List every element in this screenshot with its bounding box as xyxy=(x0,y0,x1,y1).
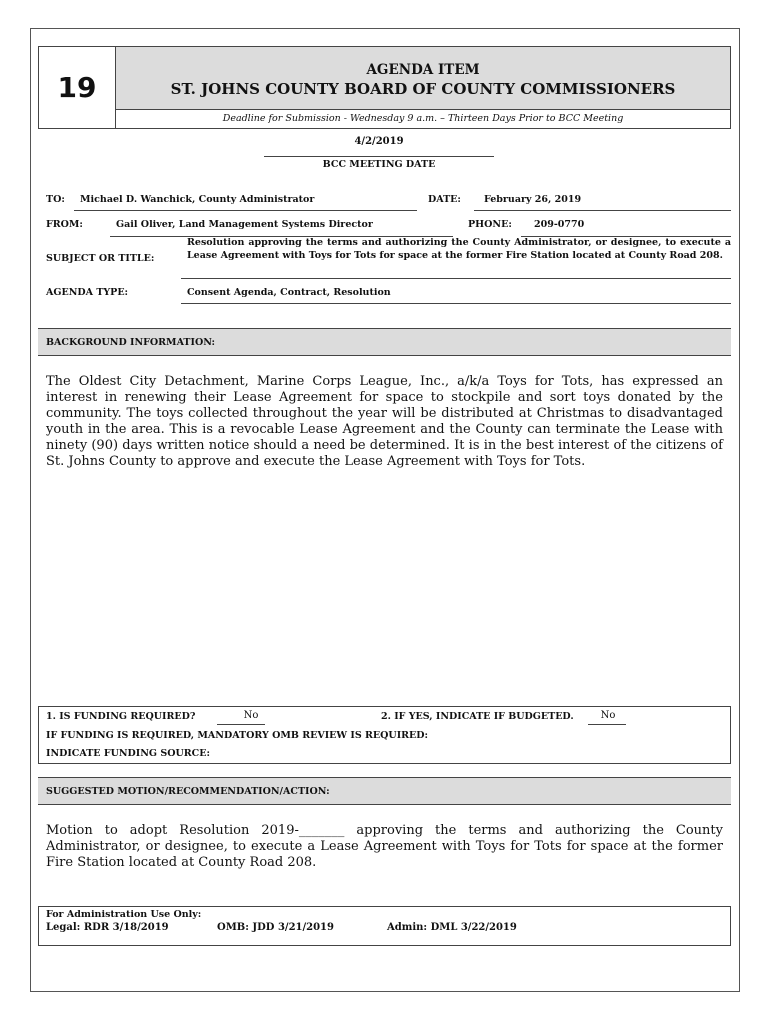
subject-rule xyxy=(181,278,731,279)
background-heading: BACKGROUND INFORMATION: xyxy=(38,328,731,356)
to-value: Michael D. Wanchick, County Administrator xyxy=(80,194,315,205)
subject-label: SUBJECT OR TITLE: xyxy=(46,253,155,264)
motion-text: Motion to adopt Resolution 2019-_______ approving the terms and authorizing the County Administrator, or designee, to execute a Lease Agreement with Toys for Tots for space at the former Fire Station located at County Road 208. xyxy=(46,823,723,870)
background-text: The Oldest City Detachment, Marine Corps League, Inc., a/k/a Toys for Tots, has expressed an interest in renewing their Lease Agreement for space to stockpile and sort toys donated by the community. The toys collected throughout the year will be distributed at Christmas to disadvantaged youth in the area. This is a revocable Lease Agreement and the County can terminate the Lease with ninety (90) days written notice should a need be determined. It is in the best interest of the citizens of St. Johns County to approve and execute the Lease Agreement with Toys for Tots. xyxy=(46,374,723,469)
agenda-type-rule xyxy=(181,303,731,304)
to-rule xyxy=(74,210,417,211)
subject-value: Resolution approving the terms and authorizing the County Administrator, or designee, to execute a Lease Agreement with Toys for Tots for space at the former Fire Station located at County Road 208. xyxy=(187,237,731,261)
deadline-note: Deadline for Submission - Wednesday 9 a.m. – Thirteen Days Prior to BCC Meeting xyxy=(222,113,624,124)
funding-q1-label: 1. IS FUNDING REQUIRED? xyxy=(46,711,196,722)
date-label: DATE: xyxy=(428,194,461,205)
admin-legal: Legal: RDR 3/18/2019 xyxy=(46,922,169,933)
funding-source-label: INDICATE FUNDING SOURCE: xyxy=(46,748,210,759)
funding-omb-note: IF FUNDING IS REQUIRED, MANDATORY OMB REVIEW IS REQUIRED: xyxy=(46,730,429,741)
from-value: Gail Oliver, Land Management Systems Director xyxy=(116,219,373,230)
funding-q2-value: No xyxy=(600,710,616,721)
agenda-type-value: Consent Agenda, Contract, Resolution xyxy=(187,287,391,298)
agenda-header xyxy=(38,46,731,129)
from-label: FROM: xyxy=(46,219,83,230)
meeting-date: 4/2/2019 xyxy=(354,136,404,147)
admin-admin: Admin: DML 3/22/2019 xyxy=(387,922,517,933)
admin-heading: For Administration Use Only: xyxy=(46,909,202,920)
funding-q1-value: No xyxy=(243,710,259,721)
date-rule xyxy=(474,210,731,211)
admin-box xyxy=(38,906,731,946)
funding-box xyxy=(38,706,731,764)
funding-q1-rule xyxy=(217,724,265,725)
to-label: TO: xyxy=(46,194,65,205)
date-value: February 26, 2019 xyxy=(484,194,582,205)
agenda-type-label: AGENDA TYPE: xyxy=(46,287,129,298)
title-line1: AGENDA ITEM xyxy=(366,62,480,78)
item-number: 19 xyxy=(39,47,116,128)
motion-heading: SUGGESTED MOTION/RECOMMENDATION/ACTION: xyxy=(38,777,731,805)
funding-q2-rule xyxy=(588,724,626,725)
title-line2: ST. JOHNS COUNTY BOARD OF COUNTY COMMISSIONERS xyxy=(170,80,676,98)
admin-omb: OMB: JDD 3/21/2019 xyxy=(217,922,334,933)
meeting-date-rule xyxy=(264,156,494,157)
phone-value: 209-0770 xyxy=(534,219,585,230)
meeting-date-label: BCC MEETING DATE xyxy=(322,159,436,170)
funding-q2-label: 2. IF YES, INDICATE IF BUDGETED. xyxy=(381,711,574,722)
phone-label: PHONE: xyxy=(468,219,512,230)
title-box xyxy=(116,47,730,110)
